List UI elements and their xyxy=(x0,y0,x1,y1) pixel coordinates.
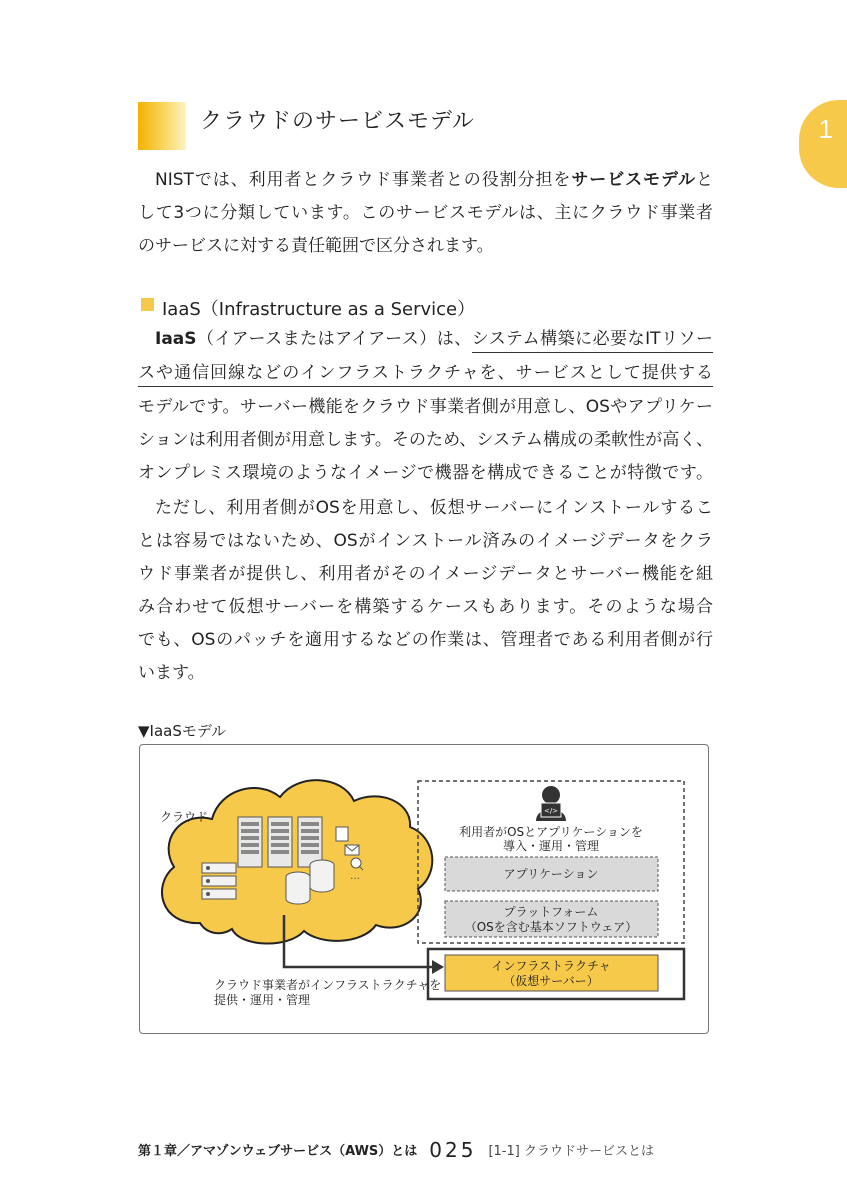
para2-line-4: み合わせて仮想サーバーを構築するケースもあります。そのような場合 xyxy=(138,597,713,617)
para1-text: （イアースまたはアイアース）は、 xyxy=(196,329,472,349)
subsection-bullet-square xyxy=(141,298,154,311)
intro-text: NISTでは、利用者とクラウド事業者との役割分担を xyxy=(155,170,572,190)
provider-label-line-1: クラウド事業者がインフラストラクチャを xyxy=(214,978,442,992)
page-footer xyxy=(138,1138,654,1162)
footer-chapter: 第１章／アマゾンウェブサービス（AWS）とは xyxy=(138,1144,418,1159)
para2-line-3: ウド事業者が提供し、利用者がそのイメージデータとサーバー機能を組 xyxy=(138,564,713,584)
underlined-definition: スや通信回線などのインフラストラクチャを、サービスとして提供する xyxy=(138,363,713,387)
heading-accent-bar xyxy=(138,102,186,150)
code-glyph: </> xyxy=(543,807,559,815)
more-dots: … xyxy=(350,871,360,882)
infra-label-line-2: （仮想サーバー） xyxy=(503,974,599,988)
platform-label-line-1: プラットフォーム xyxy=(503,905,599,919)
user-label-line-1: 利用者がOSとアプリケーションを xyxy=(459,825,643,839)
application-layer-label: アプリケーション xyxy=(503,867,599,881)
iaas-model-figure xyxy=(139,744,709,1034)
cloud-label: クラウド xyxy=(160,810,209,824)
chapter-tab-number: 1 xyxy=(818,114,833,144)
intro-line-1 xyxy=(155,172,713,189)
intro-text: と xyxy=(696,170,713,190)
term-service-model: サービスモデル xyxy=(571,170,696,190)
para1-line-1 xyxy=(155,331,713,348)
connector-arrow-head xyxy=(432,960,444,974)
provider-label-line-2: 提供・運用・管理 xyxy=(214,993,311,1007)
intro-line-2: して3つに分類しています。このサービスモデルは、主にクラウド事業者 xyxy=(138,203,713,223)
para1-line-2 xyxy=(138,365,713,382)
intro-line-3: のサービスに対する責任範囲で区分されます。 xyxy=(138,236,494,256)
footer-section: [1-1] クラウドサービスとは xyxy=(488,1144,654,1159)
para1-line-4: ションは利用者側が用意します。そのため、システム構成の柔軟性が高く、 xyxy=(138,430,713,450)
network-switch-icon xyxy=(202,863,236,899)
para1-line-5: オンプレミス環境のようなイメージで機器を構成できることが特徴です。 xyxy=(138,463,713,483)
cloud-shape xyxy=(162,780,432,943)
underlined-definition: システム構築に必要なITリソー xyxy=(472,329,713,353)
para2-line-1: ただし、利用者側がOSを用意し、仮想サーバーにインストールするこ xyxy=(155,498,713,518)
server-rack-icon xyxy=(238,817,322,867)
page-number: 025 xyxy=(429,1138,477,1162)
subsection-title: IaaS（Infrastructure as a Service） xyxy=(162,299,476,320)
term-iaas: IaaS xyxy=(155,329,197,349)
figure-caption: ▼IaaSモデル xyxy=(138,722,227,740)
user-label-line-2: 導入・運用・管理 xyxy=(502,839,600,853)
section-title: クラウドのサービスモデル xyxy=(200,109,475,134)
para1-line-3: モデルです。サーバー機能をクラウド事業者側が用意し、OSやアプリケー xyxy=(138,397,713,417)
iaas-diagram xyxy=(140,745,708,1033)
infra-label-line-1: インフラストラクチャ xyxy=(491,959,611,973)
para2-line-5: でも、OSのパッチを適用するなどの作業は、管理者である利用者側が行 xyxy=(138,630,713,650)
platform-label-line-2: （OSを含む基本ソフトウェア） xyxy=(464,920,638,934)
para2-line-6: います。 xyxy=(138,663,205,683)
user-icon xyxy=(536,786,566,821)
para2-line-2: とは容易ではないため、OSがインストール済みのイメージデータをクラ xyxy=(138,531,713,551)
